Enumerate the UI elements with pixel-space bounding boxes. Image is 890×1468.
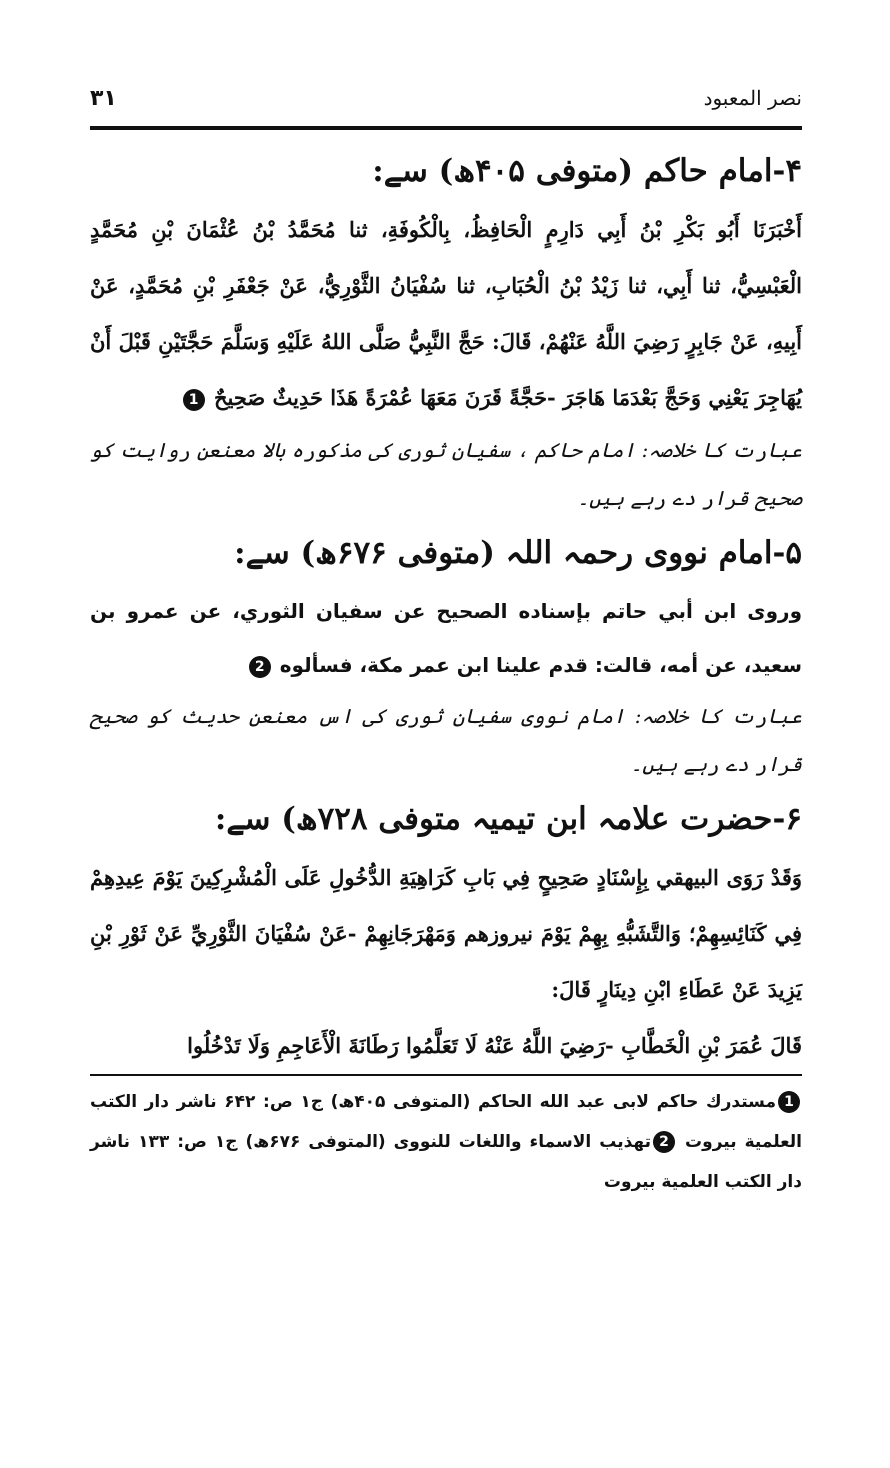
- section-6-arabic-main: وَقَدْ رَوَى البيهقي بِإِسْنَادٍ صَحِيحٍ فِي بَابِ كَرَاهِيَةِ الدُّخُولِ عَلَى الْمُشْرِكِينَ يَوْمَ عِيدِهِمْ فِي كَنَائِسِهِمْ؛ وَالتَّشَبُّهِ بِهِمْ يَوْمَ نيروزهم وَمَهْرَجَانِهِمْ -عَنْ سُفْيَانَ الثَّوْرِيِّ عَنْ ثَوْرِ بْنِ يَزِيدَ عَنْ عَطَاءِ ابْنِ دِينَارٍ قَالَ:: [90, 865, 802, 1002]
- section-5-heading: ۵-امام نووی رحمہ اللہ (متوفی ۶۷۶ھ) سے:: [234, 535, 802, 571]
- section-4-heading: ۴-امام حاکم (متوفی ۴۰۵ھ) سے:: [372, 153, 802, 189]
- page-number: ۳۱: [90, 85, 117, 111]
- footnote-1-text: مستدرك حاكم لابى عبد الله الحاكم (المتوفى ۴۰۵ھ) ج۱ ص: ۶۴۲ ناشر دار الكتب العلمية بيروت: [90, 1092, 802, 1152]
- footnote-marker-1[interactable]: 1: [183, 389, 205, 411]
- page-content: [90, 140, 802, 1202]
- footnote-marker-2[interactable]: 2: [249, 656, 271, 678]
- footnote-1-marker: 1: [778, 1091, 800, 1113]
- section-5-summary: عبارت کا خلاصہ: امام نووی سفیان ثوری کی اس معنعن حدیث کو صحیح قرار دے رہے ہیں۔: [90, 704, 802, 776]
- section-5-arabic-text: [90, 584, 802, 692]
- footnote-2-marker: 2: [653, 1131, 675, 1153]
- section-6-arabic-last: [90, 1018, 802, 1074]
- section-6-arabic-last-line: قَالَ عُمَرَ بْنِ الْخَطَّابِ -رَضِيَ اللَّهُ عَنْهُ لَا تَعَلَّمُوا رَطَانَةَ الْأَعَاجِمِ وَلَا تَدْخُلُوا: [187, 1033, 802, 1058]
- section-4-summary: عبارت کا خلاصہ: امام حاکم ، سفیان ثوری کی مذکورہ بالا معنعن روایت کو صحیح قرار دے رہے ہیں۔: [90, 438, 802, 510]
- running-title: نصر المعبود: [703, 86, 802, 110]
- footnote-2-text: تهذيب الاسماء واللغات للنووى (المتوفى ۶۷۶ھ) ج۱ ص: ۱۳۳ ناشر دار الكتب العلمية بيروت: [90, 1132, 802, 1192]
- section-4-arabic: أَخْبَرَنَا أَبُو بَكْرِ بْنُ أَبِي دَارِمٍ الْحَافِظُ، بِالْكُوفَةِ، ثنا مُحَمَّدُ بْنُ عُثْمَانَ بْنِ مُحَمَّدٍ الْعَبْسِيُّ، ثنا أَبِي، ثنا زَيْدُ بْنُ الْحُبَابِ، ثنا سُفْيَانُ الثَّوْرِيُّ، عَنْ جَعْفَرِ بْنِ مُحَمَّدٍ، عَنْ أَبِيهِ، عَنْ جَابِرٍ رَضِيَ اللَّهُ عَنْهُمْ، قَالَ: حَجَّ النَّبِيُّ صَلَّى اللهُ عَلَيْهِ وَسَلَّمَ حَجَّتَيْنِ قَبْلَ أَنْ يُهَاجِرَ يَعْنِي وَحَجَّ بَعْدَمَا هَاجَرَ -حَجَّةً قَرَنَ مَعَهَا عُمْرَةً هَذَا حَدِيثٌ صَحِيحٌ: [90, 217, 802, 410]
- section-5-arabic: وروى ابن أبي حاتم بإسناده الصحيح عن سفيان الثوري، عن عمرو بن سعيد، عن أمه، قالت: قدم علينا ابن عمر مكة، فسألوه: [90, 599, 802, 677]
- page-header: [90, 72, 802, 124]
- section-4-arabic-text: [90, 202, 802, 426]
- header-rule: [90, 126, 802, 130]
- footnote-rule: [90, 1074, 802, 1076]
- footnotes: [90, 1082, 802, 1202]
- section-6-heading: ۶-حضرت علامہ ابن تیمیہ متوفی ۷۲۸ھ) سے:: [214, 801, 802, 837]
